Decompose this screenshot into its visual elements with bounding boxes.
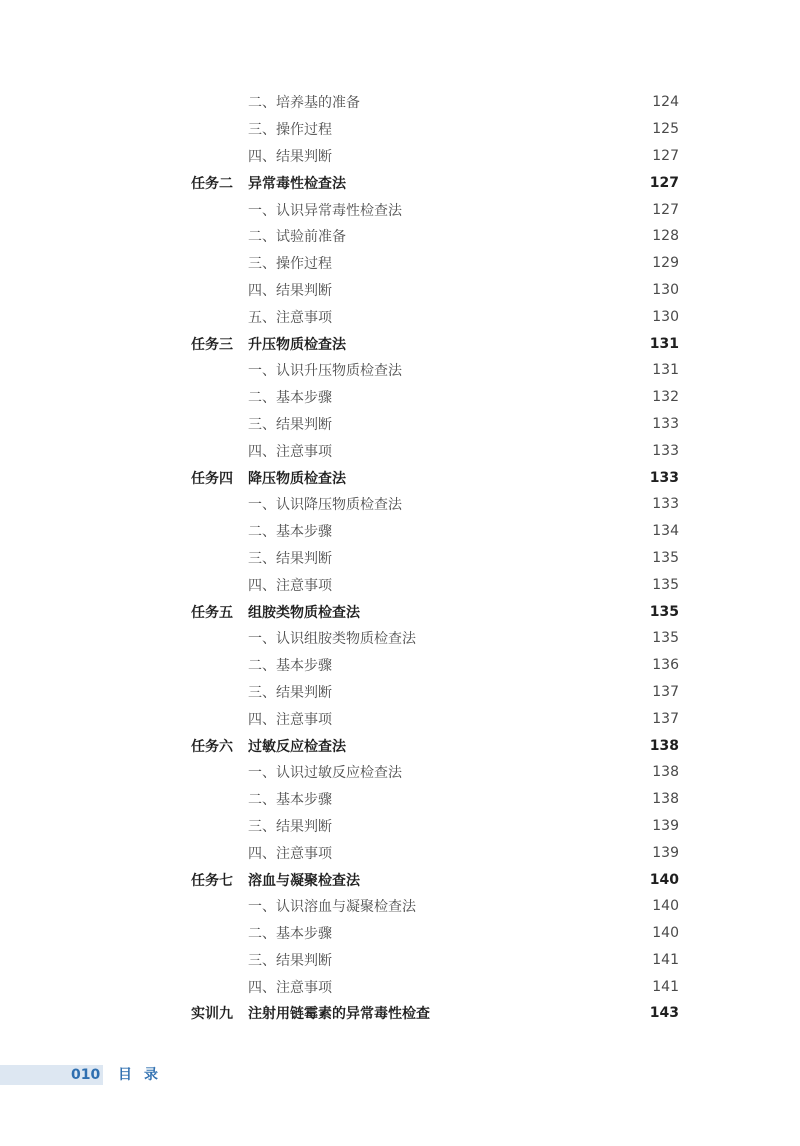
toc-entry-title xyxy=(248,307,332,327)
toc-entry-title xyxy=(248,762,402,782)
toc-page-number: 127 xyxy=(652,201,679,218)
toc-page-number: 141 xyxy=(652,951,679,968)
toc-entry-text: 三、结果判断 xyxy=(248,952,332,969)
toc-entry-title xyxy=(191,1003,430,1023)
toc-page-number: 133 xyxy=(652,415,679,432)
toc-page-number: 135 xyxy=(652,549,679,566)
toc-entry-title xyxy=(248,923,332,943)
toc-entry-title xyxy=(248,789,332,809)
toc-sub-entry[interactable] xyxy=(0,411,800,438)
toc-page-number: 130 xyxy=(652,308,679,325)
toc-entry-text: 五、注意事项 xyxy=(248,309,332,326)
toc-page-number: 127 xyxy=(652,147,679,164)
toc-entry-text: 四、注意事项 xyxy=(248,845,332,862)
toc-sub-entry[interactable] xyxy=(0,545,800,572)
toc-page-number: 131 xyxy=(649,335,679,352)
toc-sub-entry[interactable] xyxy=(0,196,800,223)
toc-entry-title xyxy=(248,843,332,863)
toc-sub-entry[interactable] xyxy=(0,143,800,170)
toc-entry-text: 二、基本步骤 xyxy=(248,524,332,541)
toc-entry-title xyxy=(248,682,332,702)
toc-entry-title xyxy=(191,173,346,193)
toc-entry-title xyxy=(248,628,416,648)
toc-page-number: 136 xyxy=(652,657,679,674)
toc-page-number: 135 xyxy=(649,603,679,620)
toc-entry-text: 二、基本步骤 xyxy=(248,390,332,407)
toc-task-entry[interactable] xyxy=(0,1000,800,1027)
toc-page-number: 132 xyxy=(652,389,679,406)
toc-entry-text: 一、认识降压物质检查法 xyxy=(248,497,402,514)
toc-entry-title xyxy=(248,816,332,836)
page-footer xyxy=(0,1065,800,1085)
toc-entry-text: 二、基本步骤 xyxy=(248,792,332,809)
toc-entry-text: 一、认识异常毒性检查法 xyxy=(248,202,402,219)
toc-entry-title xyxy=(248,896,416,916)
toc-entry-text: 降压物质检查法 xyxy=(248,470,346,487)
toc-page-number: 141 xyxy=(652,978,679,995)
toc-entry-title xyxy=(248,655,332,675)
toc-page-number: 133 xyxy=(652,442,679,459)
toc-entry-text: 升压物质检查法 xyxy=(248,336,346,353)
toc-entry-title xyxy=(248,253,332,273)
toc-entry-text: 一、认识过敏反应检查法 xyxy=(248,765,402,782)
toc-entry-title xyxy=(248,950,332,970)
toc-sub-entry[interactable] xyxy=(0,759,800,786)
toc-page-number: 139 xyxy=(652,844,679,861)
toc-entry-title xyxy=(248,709,332,729)
toc-page-number: 125 xyxy=(652,121,679,138)
toc-task-entry[interactable] xyxy=(0,330,800,357)
toc-sub-entry[interactable] xyxy=(0,652,800,679)
toc-page-number: 127 xyxy=(649,174,679,191)
toc-entry-text: 一、认识组胺类物质检查法 xyxy=(248,631,416,648)
toc-entry-text: 一、认识升压物质检查法 xyxy=(248,363,402,380)
toc-sub-entry[interactable] xyxy=(0,920,800,947)
toc-entry-text: 过敏反应检查法 xyxy=(248,738,346,755)
toc-entry-title xyxy=(248,521,332,541)
footer-page-number: 010 xyxy=(71,1067,101,1083)
toc-entry-title xyxy=(248,360,402,380)
toc-task-entry[interactable] xyxy=(0,732,800,759)
toc-task-entry[interactable] xyxy=(0,598,800,625)
toc-page-number: 139 xyxy=(652,817,679,834)
toc-entry-title xyxy=(248,575,332,595)
toc-task-label: 任务五 xyxy=(191,604,233,621)
toc-entry-text: 四、结果判断 xyxy=(248,282,332,299)
toc-task-label: 实训九 xyxy=(191,1006,233,1023)
toc-entry-title xyxy=(248,548,332,568)
toc-entry-text: 二、培养基的准备 xyxy=(248,95,360,112)
toc-page-number: 143 xyxy=(649,1005,679,1022)
toc-entry-text: 四、注意事项 xyxy=(248,979,332,996)
toc-sub-entry[interactable] xyxy=(0,89,800,116)
toc-sub-entry[interactable] xyxy=(0,357,800,384)
toc-entry-text: 三、操作过程 xyxy=(248,122,332,139)
toc-task-entry[interactable] xyxy=(0,169,800,196)
toc-sub-entry[interactable] xyxy=(0,437,800,464)
toc-sub-entry[interactable] xyxy=(0,303,800,330)
toc-entry-title xyxy=(248,387,332,407)
toc-entry-text: 三、结果判断 xyxy=(248,684,332,701)
toc-page-number: 140 xyxy=(652,925,679,942)
toc-entry-title xyxy=(248,226,346,246)
toc-task-label: 任务七 xyxy=(191,872,233,889)
toc-page-number: 137 xyxy=(652,710,679,727)
toc-entry-text: 异常毒性检查法 xyxy=(248,175,346,192)
toc-sub-entry[interactable] xyxy=(0,571,800,598)
toc-page-number: 138 xyxy=(652,791,679,808)
toc-entry-title xyxy=(248,200,402,220)
toc-task-label: 任务四 xyxy=(191,470,233,487)
toc-entry-text: 三、结果判断 xyxy=(248,416,332,433)
toc-entry-title xyxy=(191,468,346,488)
toc-entry-title xyxy=(248,441,332,461)
toc-entry-text: 三、结果判断 xyxy=(248,550,332,567)
toc-entry-text: 二、试验前准备 xyxy=(248,229,346,246)
toc-page-number: 134 xyxy=(652,523,679,540)
toc-sub-entry[interactable] xyxy=(0,223,800,250)
toc-sub-entry[interactable] xyxy=(0,813,800,840)
toc-task-label: 任务三 xyxy=(191,336,233,353)
toc-sub-entry[interactable] xyxy=(0,679,800,706)
toc-entry-title xyxy=(248,280,332,300)
toc-task-label: 任务二 xyxy=(191,175,233,192)
toc-entry-text: 注射用链霉素的异常毒性检查 xyxy=(248,1006,430,1023)
toc-task-entry[interactable] xyxy=(0,464,800,491)
toc-sub-entry[interactable] xyxy=(0,893,800,920)
toc-page-number: 135 xyxy=(652,630,679,647)
toc-page-number: 135 xyxy=(652,576,679,593)
toc-sub-entry[interactable] xyxy=(0,839,800,866)
toc-page-number: 140 xyxy=(649,871,679,888)
toc-entry-text: 四、注意事项 xyxy=(248,577,332,594)
toc-entry-title xyxy=(248,414,332,434)
toc-entry-title xyxy=(248,146,332,166)
toc-entry-text: 三、结果判断 xyxy=(248,818,332,835)
toc-sub-entry[interactable] xyxy=(0,384,800,411)
toc-task-label: 任务六 xyxy=(191,738,233,755)
toc-entry-text: 四、注意事项 xyxy=(248,443,332,460)
footer-section-title: 目录 xyxy=(118,1067,170,1083)
toc-entry-title xyxy=(248,92,360,112)
toc-page-number: 137 xyxy=(652,683,679,700)
toc-sub-entry[interactable] xyxy=(0,250,800,277)
toc-sub-entry[interactable] xyxy=(0,947,800,974)
toc-entry-text: 溶血与凝聚检查法 xyxy=(248,872,360,889)
toc-entry-title xyxy=(191,736,346,756)
toc-sub-entry[interactable] xyxy=(0,705,800,732)
toc-page-number: 124 xyxy=(652,94,679,111)
toc-sub-entry[interactable] xyxy=(0,973,800,1000)
toc-entry-title xyxy=(191,602,360,622)
toc-entry-text: 四、结果判断 xyxy=(248,148,332,165)
toc-entry-text: 三、操作过程 xyxy=(248,256,332,273)
toc-sub-entry[interactable] xyxy=(0,491,800,518)
toc-entry-title xyxy=(248,119,332,139)
toc-entry-title xyxy=(248,494,402,514)
toc-page-number: 133 xyxy=(652,496,679,513)
toc-page-number: 138 xyxy=(649,737,679,754)
toc-entry-title xyxy=(248,977,332,997)
toc-page-number: 128 xyxy=(652,228,679,245)
toc-page-number: 140 xyxy=(652,898,679,915)
toc-entry-text: 二、基本步骤 xyxy=(248,658,332,675)
toc-page-number: 138 xyxy=(652,764,679,781)
toc-sub-entry[interactable] xyxy=(0,277,800,304)
toc-sub-entry[interactable] xyxy=(0,625,800,652)
toc-entry-text: 组胺类物质检查法 xyxy=(248,604,360,621)
toc-page-number: 131 xyxy=(652,362,679,379)
toc-entry-text: 一、认识溶血与凝聚检查法 xyxy=(248,899,416,916)
toc-page-number: 133 xyxy=(649,469,679,486)
toc-page-number: 130 xyxy=(652,281,679,298)
toc-sub-entry[interactable] xyxy=(0,116,800,143)
toc-entry-text: 二、基本步骤 xyxy=(248,926,332,943)
toc-entry-title xyxy=(191,870,360,890)
toc-page-number: 129 xyxy=(652,255,679,272)
toc-entry-text: 四、注意事项 xyxy=(248,711,332,728)
toc-sub-entry[interactable] xyxy=(0,518,800,545)
toc-task-entry[interactable] xyxy=(0,866,800,893)
table-of-contents xyxy=(0,89,800,1027)
toc-sub-entry[interactable] xyxy=(0,786,800,813)
toc-entry-title xyxy=(191,334,346,354)
